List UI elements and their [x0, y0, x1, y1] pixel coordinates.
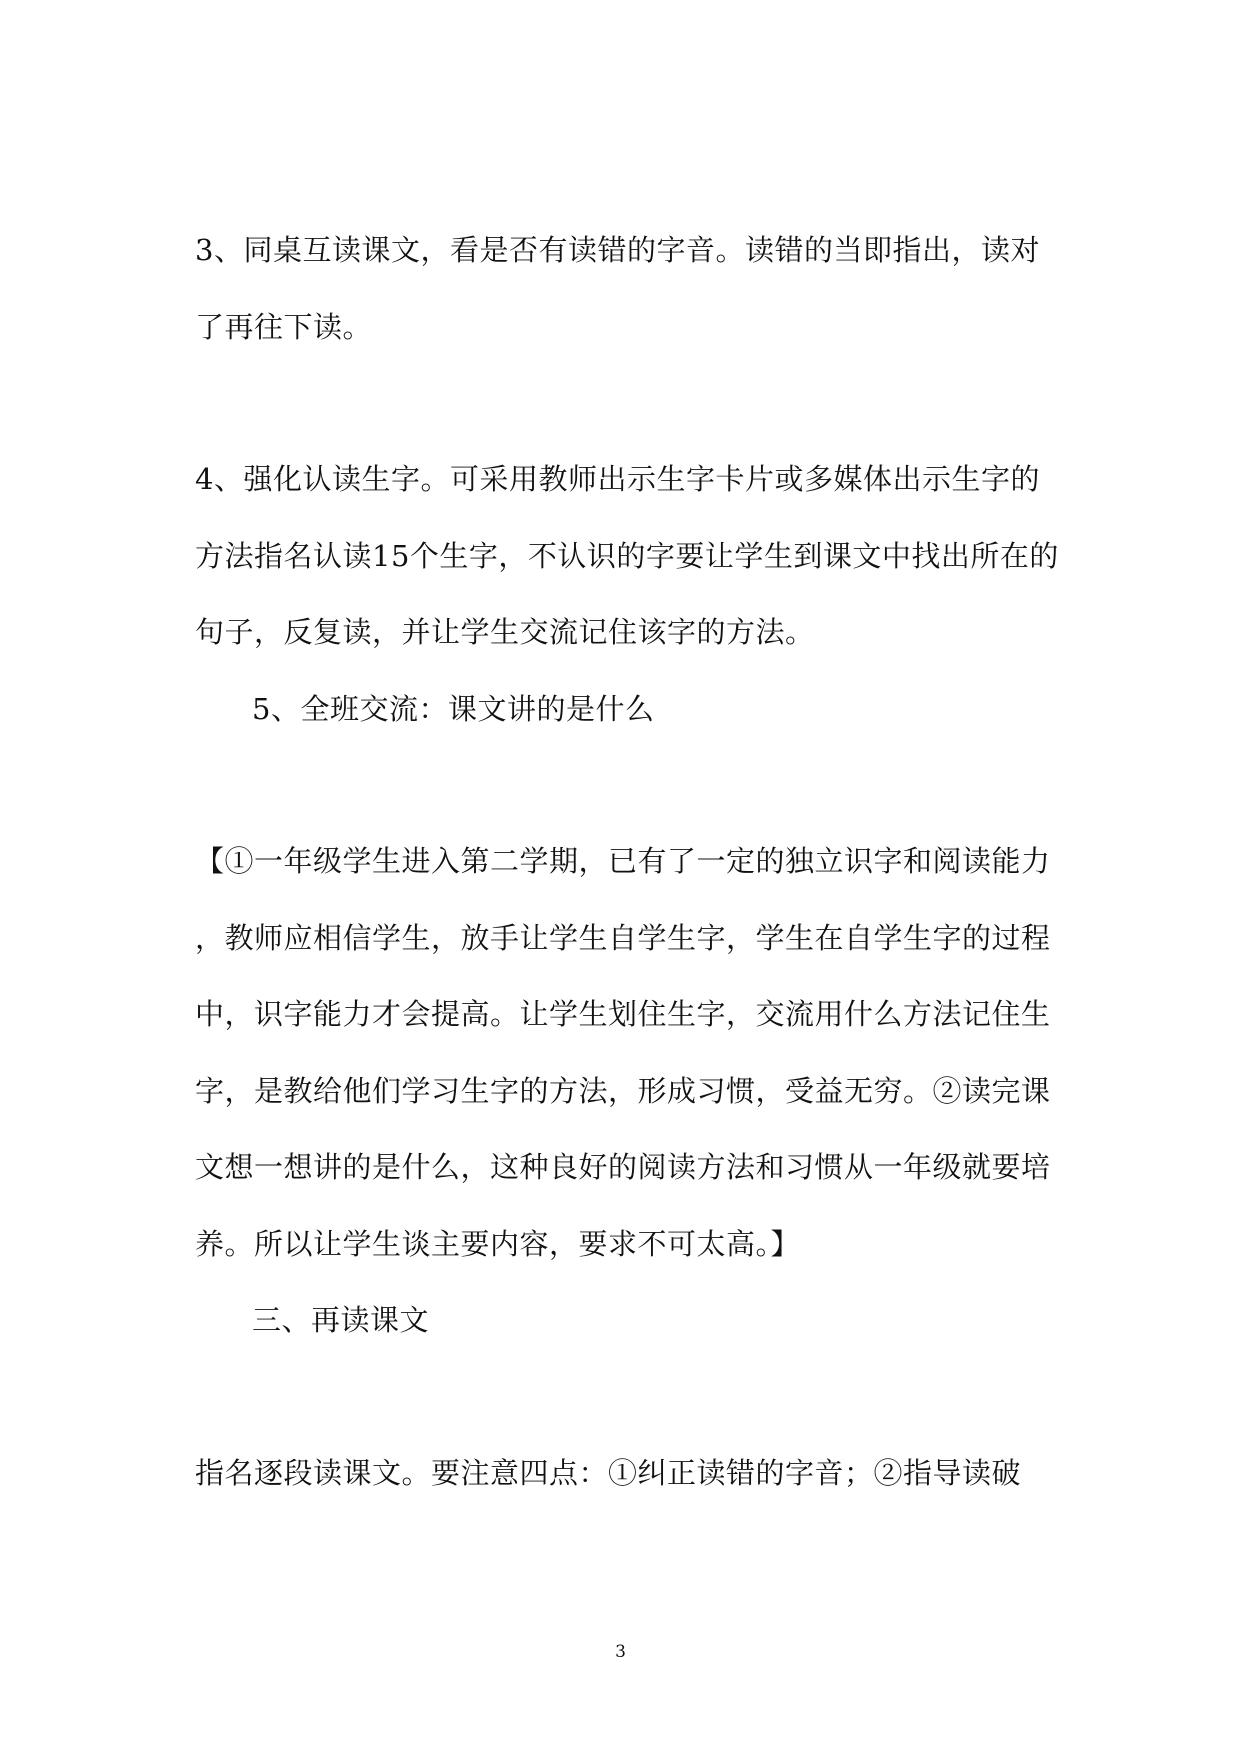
text-line: 文想一想讲的是什么，这种良好的阅读方法和习惯从一年级就要培 [195, 1150, 1051, 1184]
text-line: 了再往下读。 [195, 310, 373, 344]
text-line: 指名逐段读课文。要注意四点：①纠正读错的字音；②指导读破 [195, 1456, 1022, 1490]
text-line: 3、同桌互读课文，看是否有读错的字音。读错的当即指出，读对 [195, 233, 1040, 267]
text-line: 方法指名认读15个生字，不认识的字要让学生到课文中找出所在的 [195, 539, 1059, 573]
text-line: 【①一年级学生进入第二学期，已有了一定的独立识字和阅读能力 [195, 844, 1051, 878]
section-heading: 三、再读课文 [252, 1303, 430, 1337]
text-line: 5、全班交流：课文讲的是什么 [252, 692, 655, 726]
text-line: 4、强化认读生字。可采用教师出示生字卡片或多媒体出示生字的 [195, 462, 1040, 496]
text-line: ，教师应相信学生，放手让学生自学生字，学生在自学生字的过程 [195, 921, 1051, 955]
text-line: 字，是教给他们学习生字的方法，形成习惯，受益无穷。②读完课 [195, 1074, 1051, 1108]
text-line: 养。所以让学生谈主要内容，要求不可太高。】 [195, 1227, 801, 1261]
page-number: 3 [615, 1642, 626, 1662]
text-line: 中，识字能力才会提高。让学生划住生字，交流用什么方法记住生 [195, 997, 1051, 1031]
text-line: 句子，反复读，并让学生交流记住该字的方法。 [195, 615, 815, 649]
